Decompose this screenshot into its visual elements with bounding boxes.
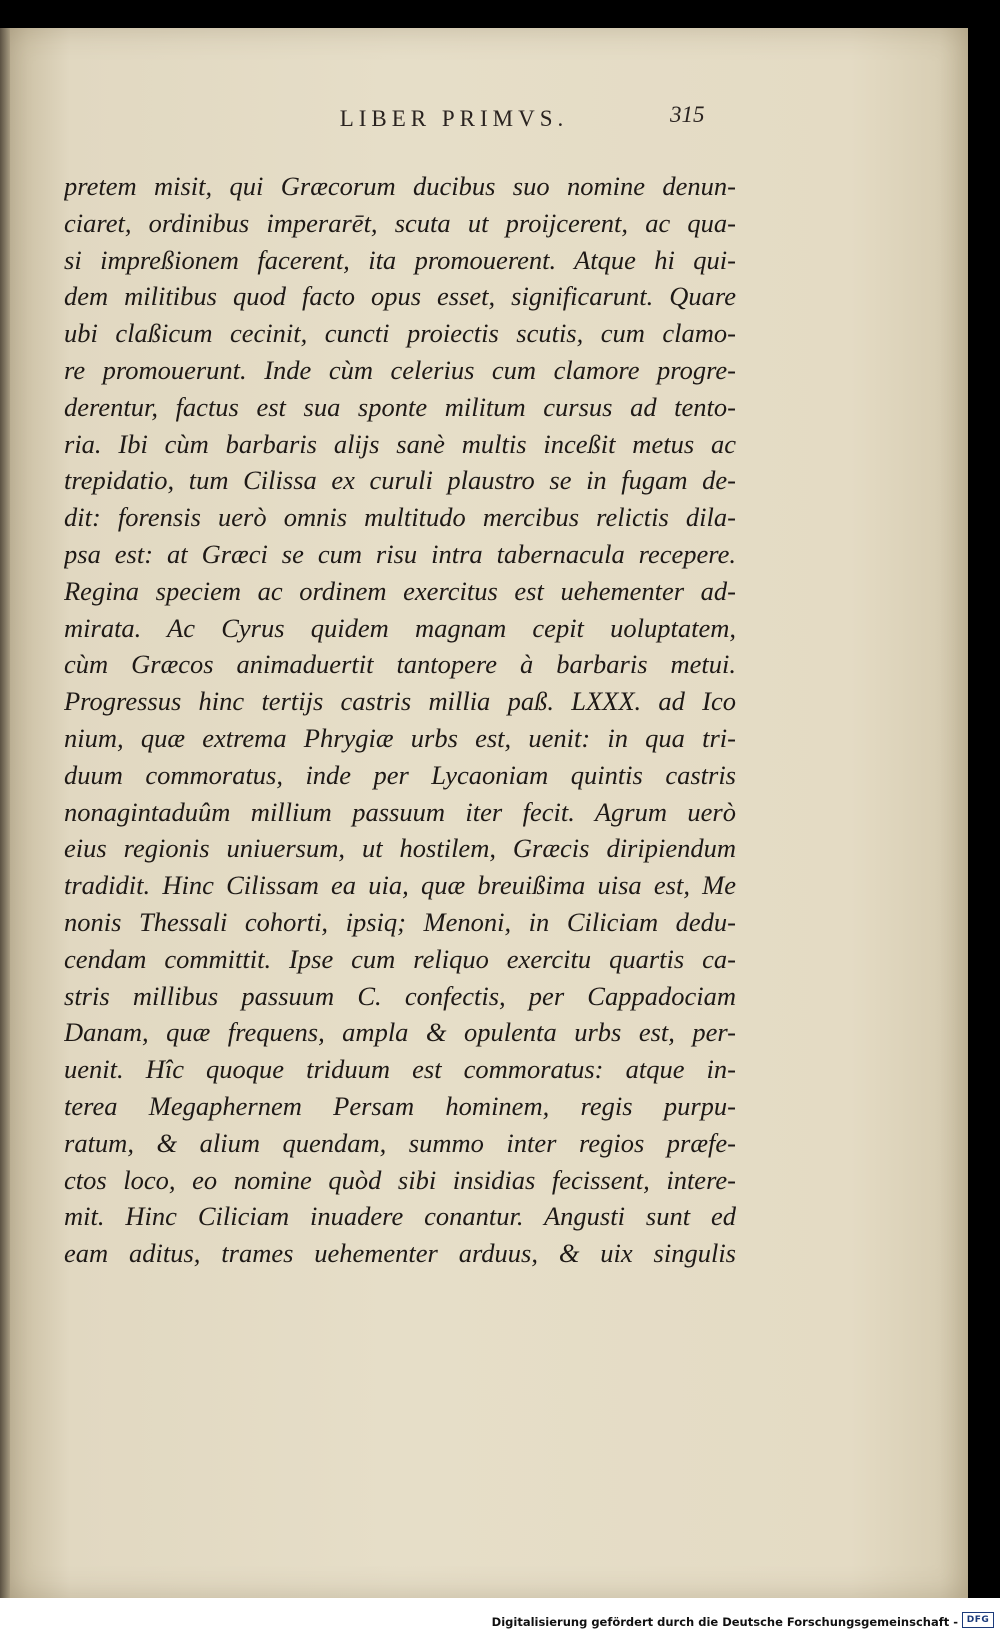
text-line: ctos loco, eo nomine quòd sibi insidias fecissent, intere- <box>64 1164 736 1195</box>
text-line: psa est: at Græci se cum risu intra tabernacula recepere. <box>64 538 736 569</box>
text-line: dit: forensis uerò omnis multitudo mercibus relictis dila- <box>64 502 736 533</box>
text-line: stris millibus passuum C. confectis, per Cappadociam <box>64 980 736 1011</box>
text-line: mirata. Ac Cyrus quidem magnam cepit uoluptatem, <box>64 612 736 643</box>
text-line: ria. Ibi cùm barbaris alijs sanè multis inceßit metus ac <box>64 428 736 459</box>
footer-credit: Digitalisierung gefördert durch die Deutsche Forschungsgemeinschaft - <box>491 1615 958 1629</box>
text-line: nonagintaduûm millium passuum iter fecit. Agrum uerò <box>64 796 736 827</box>
book-page <box>0 28 968 1598</box>
text-line: uenit. Hîc quoque triduum est commoratus: atque in- <box>64 1054 736 1085</box>
text-line: derentur, factus est sua sponte militum cursus ad tento- <box>64 391 736 422</box>
text-line: ratum, & alium quendam, summo inter regios præfe- <box>64 1127 736 1158</box>
text-line: ciaret, ordinibus imperarēt, scuta ut proijcerent, ac qua- <box>64 207 736 238</box>
text-line: eius regionis uniuersum, ut hostilem, Græcis diripiendum <box>64 833 736 864</box>
text-line: cendam committit. Ipse cum reliquo exercitu quartis ca- <box>64 943 736 974</box>
text-line: Regina speciem ac ordinem exercitus est uehementer ad- <box>64 575 736 606</box>
digitization-footer <box>0 1598 1000 1635</box>
text-line: nonis Thessali cohorti, ipsiq; Menoni, in Ciliciam dedu- <box>64 906 736 937</box>
text-line: duum commoratus, inde per Lycaoniam quintis castris <box>64 759 736 790</box>
text-line: tradidit. Hinc Cilissam ea uia, quæ breuißima uisa est, Me <box>64 870 736 901</box>
page-number: 315 <box>670 102 705 127</box>
text-line: re promouerunt. Inde cùm celerius cum clamore progre- <box>64 354 736 385</box>
text-line: Danam, quæ frequens, ampla & opulenta urbs est, per- <box>64 1017 736 1048</box>
text-line: mit. Hinc Ciliciam inuadere conantur. Angusti sunt ed <box>64 1201 736 1232</box>
text-line: nium, quæ extrema Phrygiæ urbs est, uenit: in qua tri- <box>64 722 736 753</box>
text-line: Progressus hinc tertijs castris millia paß. LXXX. ad Ico <box>64 686 736 717</box>
text-line: eam aditus, trames uehementer arduus, & uix singulis <box>64 1238 736 1269</box>
text-line: ubi claßicum cecinit, cuncti proiectis scutis, cum clamo- <box>64 318 736 349</box>
text-line: pretem misit, qui Græcorum ducibus suo nomine denun- <box>64 171 736 201</box>
body-text <box>64 168 736 1272</box>
text-line: cùm Græcos animaduertit tantopere à barbaris metui. <box>64 649 736 680</box>
dfg-logo: DFG <box>962 1612 994 1628</box>
text-line: dem militibus quod facto opus esset, significarunt. Quare <box>64 281 736 312</box>
running-head: LIBER PRIMVS. <box>339 106 569 131</box>
text-line: trepidatio, tum Cilissa ex curuli plaustro se in fugam de- <box>64 465 736 496</box>
text-line: terea Megaphernem Persam hominem, regis purpu- <box>64 1090 736 1121</box>
text-line: si impreßionem facerent, ita promouerent. Atque hi qui- <box>64 244 736 275</box>
